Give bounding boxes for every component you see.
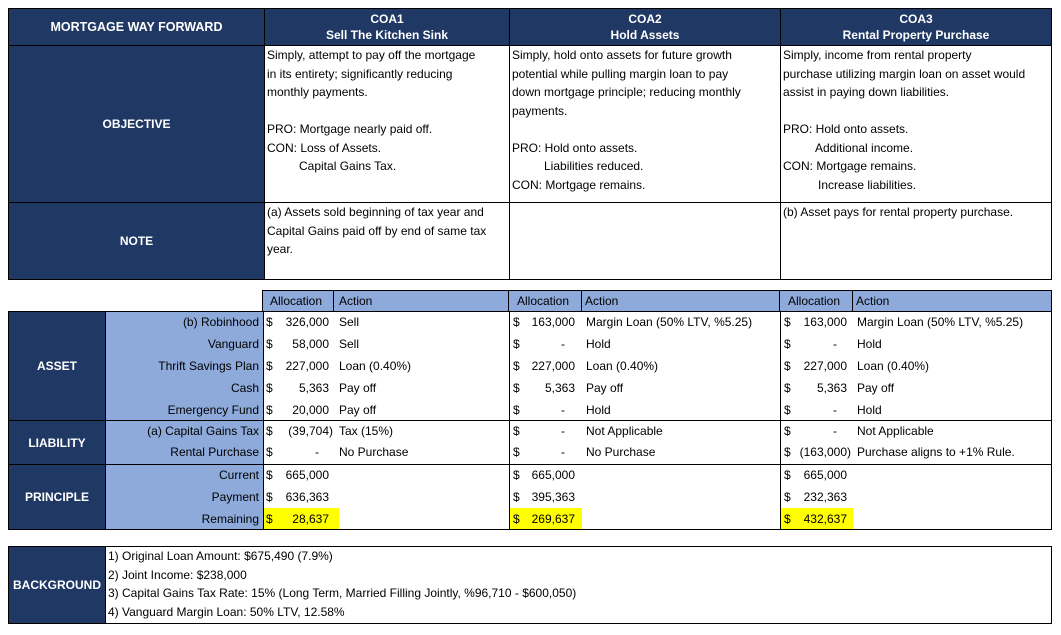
background-section	[9, 547, 105, 623]
coa3-con-2: Increase liabilities.	[818, 177, 917, 192]
row-label: Payment	[211, 490, 259, 504]
coa3-header	[780, 9, 1051, 45]
allocation-amount: -	[561, 403, 565, 417]
coa1-pro: PRO: Mortgage nearly paid off.	[267, 122, 433, 136]
row-label: Cash	[230, 381, 259, 395]
dollar-sign: $	[513, 490, 520, 504]
coa1-con-2: Capital Gains Tax.	[299, 159, 397, 173]
coa3-note	[780, 202, 1051, 279]
action-text: Hold	[586, 403, 611, 417]
allocation-amount: -	[561, 424, 565, 438]
action-text: Pay off	[586, 381, 624, 395]
objective-label-cell	[9, 45, 264, 202]
action-text: Not Applicable	[586, 424, 663, 438]
dollar-sign: $	[266, 424, 273, 438]
action-text: No Purchase	[586, 445, 656, 459]
coa2-id: COA2	[628, 12, 662, 26]
coa3-objective-line: purchase utilizing margin loan on asset would	[783, 66, 1026, 81]
coa1-header	[264, 9, 509, 45]
background-line: 3) Capital Gains Tax Rate: 15% (Long Term, Married Filling Jointly, %96,710 - $600,050)	[108, 586, 577, 600]
coa1-action-header: Action	[339, 294, 373, 308]
coa1-objective	[264, 45, 509, 202]
row-label: Emergency Fund	[167, 403, 259, 417]
allocation-amount: 163,000	[803, 315, 847, 329]
coa3-objective-line: Simply, income from rental property	[783, 48, 972, 62]
allocation-amount: 269,637	[531, 512, 575, 526]
row-label: Remaining	[201, 512, 259, 526]
dollar-sign: $	[513, 424, 520, 438]
action-text: Pay off	[339, 403, 377, 417]
background-table	[8, 546, 1052, 624]
action-text: Purchase aligns to +1% Rule.	[857, 445, 1015, 459]
coa3-con: CON: Mortgage remains.	[783, 159, 917, 173]
coa2-objective-line: potential while pulling margin loan to pay	[512, 66, 729, 81]
row-label: (a) Capital Gains Tax	[147, 424, 259, 438]
background-line: 2) Joint Income: $238,000	[108, 567, 247, 582]
coa2-objective-line: Simply, hold onto assets for future growth	[512, 48, 732, 62]
allocation-amount: 636,363	[285, 490, 329, 504]
allocation-amount: 432,637	[803, 512, 847, 526]
allocation-amount: 665,000	[531, 468, 575, 482]
liability-section	[9, 420, 105, 464]
coa3-objective-line: assist in paying down liabilities.	[783, 85, 950, 99]
coa2-note	[509, 202, 780, 279]
allocation-amount: 58,000	[292, 337, 329, 351]
action-text: Sell	[339, 337, 360, 351]
coa3-action-header: Action	[856, 294, 890, 308]
dollar-sign: $	[266, 468, 273, 482]
asset-label: ASSET	[36, 359, 77, 373]
coa3-objective	[780, 45, 1051, 202]
liability-label: LIABILITY	[28, 435, 86, 450]
title-cell	[9, 9, 264, 45]
action-text: Hold	[586, 337, 611, 351]
background-line: 4) Vanguard Margin Loan: 50% LTV, 12.58%	[108, 604, 345, 619]
action-text: Loan (0.40%)	[586, 359, 659, 373]
dollar-sign: $	[784, 337, 791, 351]
coa2-pro: PRO: Hold onto assets.	[512, 140, 638, 155]
background-label: BACKGROUND	[13, 578, 101, 592]
coa2-header	[509, 9, 780, 45]
coa1-objective-line: in its entirety; significantly reducing	[267, 66, 453, 81]
coa1-note-line: (a) Assets sold beginning of tax year and	[267, 205, 484, 219]
action-text: Loan (0.40%)	[339, 359, 412, 373]
note-label: NOTE	[119, 234, 154, 248]
top-table	[8, 8, 1052, 280]
dollar-sign: $	[784, 403, 791, 417]
row-label: Current	[218, 468, 259, 482]
allocation-amount: 395,363	[531, 490, 575, 504]
coa1-note-line: year.	[267, 242, 294, 256]
dollar-sign: $	[513, 337, 520, 351]
dollar-sign: $	[784, 512, 791, 526]
coa1-objective-line: monthly payments.	[267, 85, 368, 99]
allocation-amount: 20,000	[292, 403, 329, 417]
coa1-con: CON: Loss of Assets.	[267, 140, 382, 155]
objective-label: OBJECTIVE	[102, 117, 171, 131]
coa1-note-line: Capital Gains paid off by end of same tax	[267, 223, 487, 238]
coa2-objective	[509, 45, 780, 202]
allocation-amount: -	[833, 424, 837, 438]
allocation-amount: -	[833, 403, 837, 417]
action-text: Sell	[339, 315, 360, 329]
dollar-sign: $	[784, 445, 791, 459]
dollar-sign: $	[513, 359, 520, 373]
action-text: Pay off	[857, 381, 895, 395]
coa2-allocation-header: Allocation	[517, 294, 570, 308]
dollar-sign: $	[784, 424, 791, 438]
background-line: 1) Original Loan Amount: $675,490 (7.9%)	[108, 549, 333, 563]
dollar-sign: $	[784, 315, 791, 329]
coa2-objective-line: down mortgage principle; reducing monthly	[512, 85, 741, 99]
dollar-sign: $	[784, 381, 791, 395]
dollar-sign: $	[266, 403, 273, 417]
action-text: Margin Loan (50% LTV, %5.25)	[857, 315, 1024, 329]
row-label: (b) Robinhood	[182, 315, 259, 329]
action-text: Not Applicable	[857, 424, 934, 438]
coa2-action-header: Action	[585, 294, 619, 308]
dollar-sign: $	[266, 337, 273, 351]
dollar-sign: $	[784, 359, 791, 373]
dollar-sign: $	[266, 490, 273, 504]
coa3-id: COA3	[899, 12, 933, 26]
allocation-amount: 28,637	[292, 512, 329, 526]
dollar-sign: $	[266, 381, 273, 395]
action-text: Loan (0.40%)	[857, 359, 930, 373]
action-text: No Purchase	[339, 445, 409, 459]
coa3-name: Rental Property Purchase	[842, 28, 990, 42]
dollar-sign: $	[266, 315, 273, 329]
asset-section	[9, 312, 105, 420]
coa3-pro-2: Additional income.	[815, 140, 914, 155]
dollar-sign: $	[784, 468, 791, 482]
row-label: Vanguard	[207, 337, 259, 351]
allocation-amount: -	[561, 445, 565, 459]
coa3-pro: PRO: Hold onto assets.	[783, 122, 909, 136]
coa2-pro-2: Liabilities reduced.	[544, 159, 644, 173]
allocation-amount: 163,000	[531, 315, 575, 329]
allocation-amount: 5,363	[816, 381, 847, 395]
allocation-amount: 227,000	[285, 359, 329, 373]
allocation-amount: 5,363	[544, 381, 575, 395]
dollar-sign: $	[266, 445, 273, 459]
row-label: Thrift Savings Plan	[158, 359, 259, 373]
coa3-note-line: (b) Asset pays for rental property purchase.	[783, 205, 1014, 219]
dollar-sign: $	[513, 381, 520, 395]
allocation-amount: 232,363	[803, 490, 847, 504]
coa1-note	[264, 202, 509, 279]
allocation-amount: -	[315, 445, 319, 459]
page-title: MORTGAGE WAY FORWARD	[50, 20, 223, 34]
allocation-amount: 5,363	[298, 381, 329, 395]
dollar-sign: $	[513, 403, 520, 417]
dollar-sign: $	[266, 359, 273, 373]
coa1-name: Sell The Kitchen Sink	[325, 28, 449, 42]
allocation-amount: (163,000)	[799, 445, 851, 459]
allocation-amount: 227,000	[803, 359, 847, 373]
action-text: Margin Loan (50% LTV, %5.25)	[586, 315, 753, 329]
allocation-amount: 665,000	[285, 468, 329, 482]
coa2-name: Hold Assets	[610, 28, 680, 42]
allocation-header-strip	[262, 290, 1052, 312]
dollar-sign: $	[513, 468, 520, 482]
allocation-amount: (39,704)	[288, 424, 333, 438]
coa2-objective-line: payments.	[512, 103, 568, 118]
principle-label: PRINCIPLE	[24, 490, 89, 504]
allocation-table	[8, 311, 1052, 530]
dollar-sign: $	[784, 490, 791, 504]
note-label-cell	[9, 202, 264, 279]
action-text: Hold	[857, 337, 882, 351]
dollar-sign: $	[513, 512, 520, 526]
coa3-allocation-header: Allocation	[788, 294, 841, 308]
allocation-amount: 326,000	[285, 315, 329, 329]
coa1-allocation-header: Allocation	[270, 294, 323, 308]
dollar-sign: $	[513, 315, 520, 329]
allocation-amount: -	[833, 337, 837, 351]
principle-section	[9, 464, 105, 529]
coa1-id: COA1	[370, 12, 404, 26]
dollar-sign: $	[513, 445, 520, 459]
allocation-amount: 227,000	[531, 359, 575, 373]
allocation-amount: -	[561, 337, 565, 351]
allocation-amount: 665,000	[803, 468, 847, 482]
coa2-con: CON: Mortgage remains.	[512, 177, 646, 192]
coa1-objective-line: Simply, attempt to pay off the mortgage	[267, 48, 476, 62]
row-label: Rental Purchase	[170, 445, 259, 459]
action-text: Tax (15%)	[339, 424, 394, 438]
action-text: Pay off	[339, 381, 377, 395]
dollar-sign: $	[266, 512, 273, 526]
action-text: Hold	[857, 403, 882, 417]
